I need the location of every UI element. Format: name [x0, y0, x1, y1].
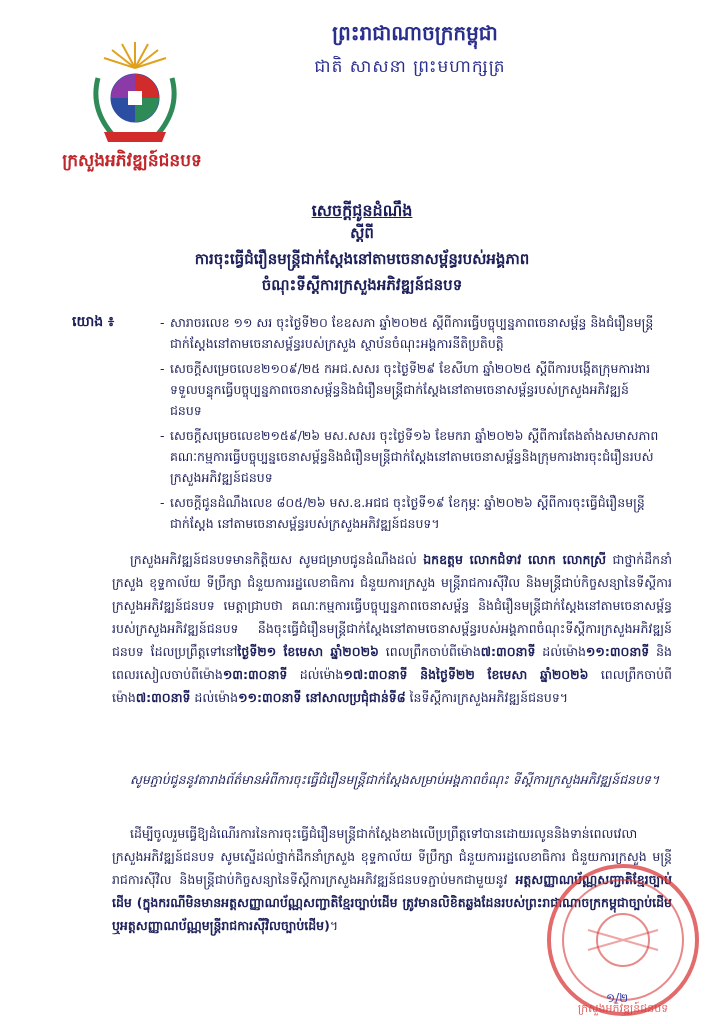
reference-item: - សេចក្តីសម្រេចលេខ២១០៩/២៥ កអជ.សសរ ចុះថ្ងៃទី២៩ ខែសីហា ឆ្នាំ២០២៥ ស្តីពីការបង្កើតក្រុមការងារទទួលបន្ទុកធ្វើបច្ចុប្បន្នភាពចេនាសម្ព័ន្ធនិងជំរឿនមន្ត្រីជាក់ស្តែងនៅតាមចេនាសម្ព័ន្ធរបស់ក្រសួងអភិវឌ្ឍន៍ជនបទ [160, 358, 660, 421]
body-paragraph-2: សូមភ្ជាប់ជូននូវតារាងព័ត៌មានអំពីការចុះធ្វើជំរឿនមន្ត្រីជាក់ស្តែងសម្រាប់អង្គភាពចំណុះ ទីស្តីការក្រសួងអភិវឌ្ឍន៍ជនបទ។ [130, 772, 660, 787]
ministry-logo [84, 38, 186, 148]
ribbon-icon [104, 132, 166, 142]
laurel-right-icon [158, 78, 174, 134]
notice-subtitle: ស្តីពី [350, 224, 374, 242]
laurel-left-icon [96, 78, 112, 134]
reference-item: - សារាចរលេខ ១១ សរ ចុះថ្ងៃទី២០ ខែឧសភា ឆ្នាំ២០២៥ ស្តីពីការធ្វើបច្ចុប្បន្នភាពចេនាសម្ព័ន្ធ និងជំរឿនមន្ត្រីជាក់ស្តែងនៅតាមចេនាសម្ព័ន្ធរបស់ក្រសួង ស្ថាប័នចំណុះអង្គការនីតិប្រតិបត្តិ [160, 312, 660, 354]
body-paragraph-3: ដើម្បីចូលរួមធ្វើឱ្យដំណើរការនៃការចុះធ្វើជំរឿនមន្ត្រីជាក់ស្តែងខាងលើប្រព្រឹត្តទៅបានដោយរលូននិងទាន់ពេលវេលា ក្រសួងអភិវឌ្ឍន៍ជនបទ សូមស្នើដល់ថ្នាក់ដឹកនាំក្រសួង ខុទ្ទកាល័យ ទីប្រឹក្សា ជំនួយការរដ្ឋលេខាធិការ ជំនួយការក្រសួង មន្ត្រីរាជការស៊ីវិល និងមន្ត្រីជាប់កិច្ចសន្យានៃទីស្តីការក្រសួងអភិវឌ្ឍន៍ជនបទភ្ជាប់មកជាមួយនូវ អត្តសញ្ញាណប័ណ្ណសញ្ជាតិខ្មែរច្បាប់ដើម (ក្នុងករណីមិនមានអត្តសញ្ញាណប័ណ្ណសញ្ជាតិខ្មែរច្បាប់ដើម ត្រូវមានលិខិតឆ្លងដែនរបស់ព្រះរាជាណាចក្រកម្ពុជាច្បាប់ដើម ឬអត្តសញ្ញាណប័ណ្ណមន្ត្រីរាជការស៊ីវិលច្បាប់ដើម)។ [112, 826, 672, 933]
notice-subject-line2: ចំណុះទីស្តីការក្រសួងអភិវឌ្ឍន៍ជនបទ [261, 276, 463, 294]
seal-text: ក្រសួងអភិវឌ្ឍន៍ជនបទ [577, 1002, 669, 1015]
sun-rays-icon [104, 42, 166, 68]
national-motto: ជាតិ សាសនា ព្រះមហាក្សត្រ [314, 57, 506, 77]
ministry-name: ក្រសួងអភិវឌ្ឍន៍ជនបទ [62, 151, 202, 171]
notice-title: សេចក្តីជូនដំណឹង [311, 201, 413, 220]
references-label: យោង ៖ [72, 314, 115, 330]
kingdom-heading: ព្រះរាជាណាចក្រកម្ពុជា [332, 21, 498, 45]
notice-subject-line1: ការចុះធ្វើជំរឿនមន្ត្រីជាក់ស្តែងនៅតាមចេនាសម្ព័ន្ធរបស់អង្គភាព [194, 250, 530, 268]
body-paragraph-1: ក្រសួងអភិវឌ្ឍន៍ជនបទមានកិត្តិយស សូមជម្រាបជូនដំណឹងដល់ ឯកឧត្តម លោកជំទាវ លោក លោកស្រី ជាថ្នាក់ដឹកនាំក្រសួង ខុទ្ទកាល័យ ទីប្រឹក្សា ជំនួយការរដ្ឋលេខាធិការ ជំនួយការក្រសួង មន្ត្រីរាជការស៊ីវិល និងមន្ត្រីជាប់កិច្ចសន្យានៃទីស្តីការក្រសួងអភិវឌ្ឍន៍ជនបទ មេត្តាជ្រាបថា គណៈកម្មការធ្វើបច្ចុប្បន្នភាពចេនាសម្ព័ន្ធ និងជំរឿនមន្ត្រីជាក់ស្តែងនៅតាមចេនាសម្ព័ន្ធរបស់ក្រសួងអភិវឌ្ឍន៍ជនបទ នឹងចុះធ្វើជំរឿនមន្ត្រីជាក់ស្តែងនៅតាមចេនាសម្ព័ន្ធរបស់អង្គភាពចំណុះទីស្តីការក្រសួងអភិវឌ្ឍន៍ជនបទ ដែលប្រព្រឹត្តទៅនៅថ្ងៃទី២១ ខែមេសា ឆ្នាំ២០២៦ ពេលព្រឹកចាប់ពីម៉ោង៧:៣០នាទី ដល់ម៉ោង១១:៣០នាទី និងពេលរសៀលចាប់ពីម៉ោង១៣:៣០នាទី ដល់ម៉ោង១៧:៣០នាទី និងថ្ងៃទី២២ ខែមេសា ឆ្នាំ២០២៦ ពេលព្រឹកចាប់ពីម៉ោង៧:៣០នាទី ដល់ម៉ោង១១:៣០នាទី នៅសាលប្រជុំជាន់ទី៨ នៃទីស្តីការក្រសួងអភិវឌ្ឍន៍ជនបទ។ [112, 552, 673, 705]
reference-item: - សេចក្តីសម្រេចលេខ២១៥៩/២៦ មស.សសរ ចុះថ្ងៃទី១៦ ខែមករា ឆ្នាំ២០២៦ ស្តីពីការតែងតាំងសមាសភាពគណៈកម្មការធ្វើបច្ចុប្បន្នចេនាសម្ព័ន្ធនិងជំរឿនមន្ត្រីជាក់ស្តែងនៅតាមចេនាសម្ព័ន្ធនិងក្រុមការងារចុះជំរឿនរបស់ក្រសួងអភិវឌ្ឍន៍ជនបទ [160, 425, 660, 488]
references-list [160, 312, 660, 538]
reference-item: - សេចក្តីជូនដំណឹងលេខ ៨០៥/២៦ មស.ឧ.អជជ ចុះថ្ងៃទី១៩ ខែកុម្ភៈ ឆ្នាំ២០២៦ ស្តីពីការចុះធ្វើជំរឿនមន្ត្រីជាក់ស្តែង នៅតាមចេនាសម្ព័ន្ធរបស់ក្រសួងអភិវឌ្ឍន៍ជនបទ។ [160, 492, 660, 534]
page-number: ១/២ [606, 991, 629, 1005]
